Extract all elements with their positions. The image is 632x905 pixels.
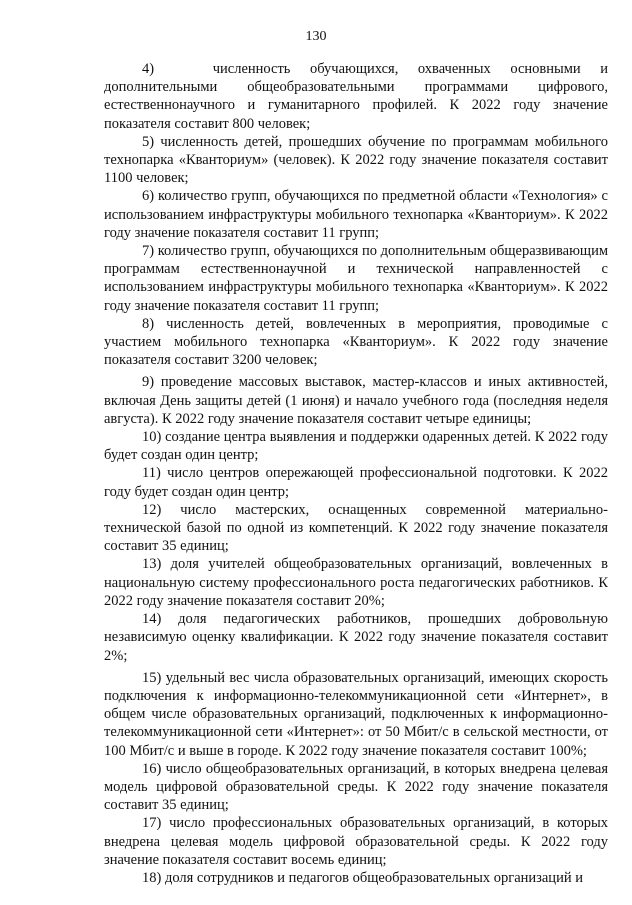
paragraph-item-9: 9) проведение массовых выставок, мастер-классов и иных активностей, включая День защиты детей (1 июня) и начало учебного года (последняя неделя августа). К 2022 году значение показателя составит четыре единицы; bbox=[104, 374, 608, 427]
paragraph-item-11: 11) число центров опережающей профессиональной подготовки. К 2022 году будет создан один центр; bbox=[104, 465, 608, 500]
paragraph-item-10: 10) создание центра выявления и поддержки одаренных детей. К 2022 году будет создан один центр; bbox=[104, 429, 608, 464]
paragraph-item-13: 13) доля учителей общеобразовательных организаций, вовлеченных в национальную систему профессионального роста педагогических работников. К 2022 году значение показателя составит 20%; bbox=[104, 556, 608, 609]
paragraph-item-7: 7) количество групп, обучающихся по дополнительным общеразвивающим программам естественнонаучной и технической направленностей с использованием инфраструктуры мобильного технопарка «Кванториум». К 2022 году значение показателя составит 11 групп; bbox=[104, 243, 608, 314]
paragraph-item-5: 5) численность детей, прошедших обучение по программам мобильного технопарка «Кванториум» (человек). К 2022 году значение показателя составит 1100 человек; bbox=[104, 133, 608, 187]
paragraph-item-12: 12) число мастерских, оснащенных современной материально-технической базой по одной из компетенций. К 2022 году значение показателя составит 35 единиц; bbox=[104, 501, 608, 555]
document-body bbox=[104, 60, 608, 887]
paragraph-item-17: 17) число профессиональных образовательных организаций, в которых внедрена целевая модель цифровой образовательной среды. К 2022 году значение показателя составит восемь единиц; bbox=[104, 815, 608, 868]
paragraph-item-16: 16) число общеобразовательных организаций, в которых внедрена целевая модель цифровой образовательной среды. К 2022 году значение показателя составит 35 единиц; bbox=[104, 760, 608, 814]
page-number: 130 bbox=[305, 29, 327, 44]
paragraph-item-14: 14) доля педагогических работников, прошедших добровольную независимую оценку квалификации. К 2022 году значение показателя составит 2%; bbox=[104, 611, 608, 664]
paragraph-item-15: 15) удельный вес числа образовательных организаций, имеющих скорость подключения к информационно-телекоммуникационной сети «Интернет», в общем числе образовательных организаций, подключенных к информационно-телекоммуникационной сети «Интернет»: от 50 Мбит/с в сельской местности, от 100 Мбит/с и выше в городе. К 2022 году значение показателя составит 100%; bbox=[104, 669, 608, 759]
paragraph-item-8: 8) численность детей, вовлеченных в мероприятия, проводимые с участием мобильного технопарка «Кванториум». К 2022 году значение показателя составит 3200 человек; bbox=[104, 315, 608, 369]
paragraph-item-4: 4) численность обучающихся, охваченных основными и дополнительными общеобразовательными программами цифрового, естественнонаучного и гуманитарного профилей. К 2022 году значение показателя составит 800 человек; bbox=[104, 61, 608, 132]
paragraph-item-6: 6) количество групп, обучающихся по предметной области «Технология» с использованием инфраструктуры мобильного технопарка «Кванториум». К 2022 году значение показателя составит 11 групп; bbox=[104, 188, 608, 241]
paragraph-item-18: 18) доля сотрудников и педагогов общеобразовательных организаций и bbox=[142, 869, 583, 886]
